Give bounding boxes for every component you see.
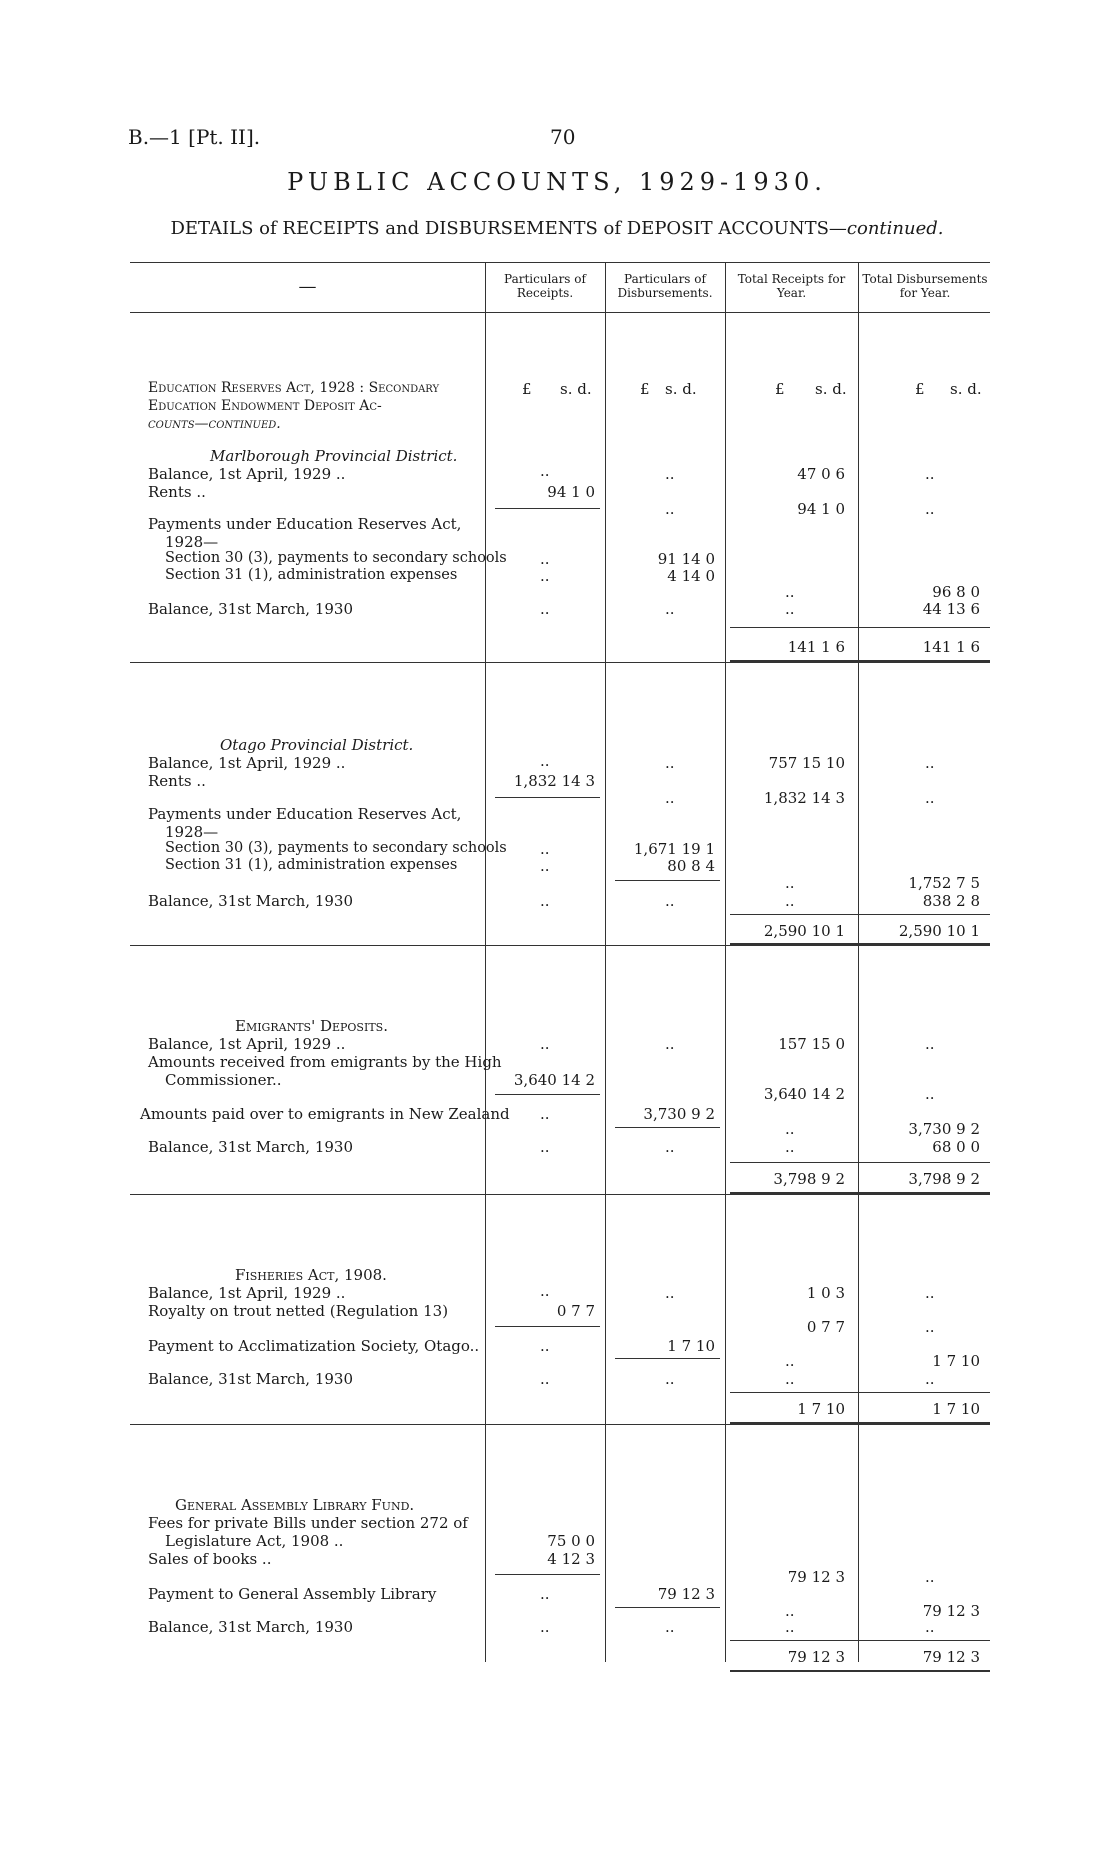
empty-value: .. bbox=[785, 1618, 795, 1636]
sum-total-disbursements: 79 12 3 bbox=[922, 1648, 980, 1666]
row-label-fees-2: Legislature Act, 1908 .. bbox=[165, 1532, 344, 1550]
empty-value: .. bbox=[925, 789, 935, 807]
total-rule bbox=[730, 1670, 990, 1672]
section-title-line: counts—continued. bbox=[148, 416, 281, 432]
district-title: Otago Provincial District. bbox=[220, 736, 414, 754]
empty-value: .. bbox=[540, 1618, 550, 1636]
empty-value: .. bbox=[785, 1370, 795, 1388]
total-receipt-value: 1 0 3 bbox=[806, 1284, 845, 1302]
column-divider bbox=[858, 262, 859, 1662]
section-title: General Assembly Library Fund. bbox=[175, 1496, 415, 1514]
disbursement-value: 91 14 0 bbox=[657, 550, 715, 568]
subtitle-main: DETAILS of RECEIPTS and DISBURSEMENTS of DEPOSIT ACCOUNTS bbox=[170, 218, 829, 239]
empty-value: .. bbox=[925, 1035, 935, 1053]
empty-value: .. bbox=[665, 500, 675, 518]
row-label-balance-open: Balance, 1st April, 1929 .. bbox=[148, 1035, 346, 1053]
section-title-line: Education Endowment Deposit Ac- bbox=[148, 398, 382, 414]
subtotal-rule bbox=[495, 1574, 600, 1575]
empty-value: .. bbox=[540, 550, 550, 568]
empty-value: .. bbox=[665, 1035, 675, 1053]
subtitle-continued: —continued. bbox=[828, 218, 944, 239]
row-label-balance-close: Balance, 31st March, 1930 bbox=[148, 600, 354, 618]
empty-value: .. bbox=[785, 874, 795, 892]
empty-value: .. bbox=[785, 583, 795, 601]
column-divider bbox=[605, 262, 606, 1662]
row-label-balance-open: Balance, 1st April, 1929 .. bbox=[148, 1284, 346, 1302]
total-disbursement-value: 838 2 8 bbox=[922, 892, 980, 910]
empty-value: .. bbox=[785, 1138, 795, 1156]
empty-value: .. bbox=[785, 600, 795, 618]
row-label-section30: Section 30 (3), payments to secondary schools bbox=[165, 550, 507, 566]
row-label-fees: Fees for private Bills under section 272 of bbox=[148, 1514, 468, 1532]
unit-pound: £ bbox=[775, 380, 785, 398]
empty-value: .. bbox=[925, 1618, 935, 1636]
subtotal-rule bbox=[495, 1326, 600, 1327]
empty-value: .. bbox=[540, 1282, 550, 1300]
column-divider bbox=[485, 262, 486, 1662]
empty-value: .. bbox=[665, 892, 675, 910]
sum-total-receipts: 1 7 10 bbox=[797, 1400, 845, 1418]
empty-value: .. bbox=[785, 1602, 795, 1620]
row-label-payments-year: 1928— bbox=[165, 823, 219, 841]
empty-value: .. bbox=[665, 465, 675, 483]
empty-value: .. bbox=[925, 500, 935, 518]
total-receipt-value: 0 7 7 bbox=[806, 1318, 845, 1336]
empty-value: .. bbox=[925, 1370, 935, 1388]
document-reference: B.—1 [Pt. II]. bbox=[128, 125, 261, 149]
receipt-value: 0 7 7 bbox=[556, 1302, 595, 1320]
empty-value: .. bbox=[540, 752, 550, 770]
empty-value: .. bbox=[665, 1138, 675, 1156]
subtotal-rule bbox=[730, 627, 990, 628]
sum-total-receipts: 3,798 9 2 bbox=[773, 1170, 845, 1188]
empty-value: .. bbox=[540, 462, 550, 480]
row-label-section30: Section 30 (3), payments to secondary schools bbox=[165, 840, 507, 856]
sum-total-disbursements: 2,590 10 1 bbox=[898, 922, 980, 940]
section-title-line: Education Reserves Act, 1928 : Secondary bbox=[148, 380, 440, 396]
column-header-total-receipts: Total Receipts for Year. bbox=[737, 272, 846, 300]
subtotal-rule bbox=[730, 1392, 990, 1393]
subtotal-rule bbox=[615, 1607, 720, 1608]
row-label-payments-year: 1928— bbox=[165, 533, 219, 551]
empty-value: .. bbox=[540, 1105, 550, 1123]
row-label-balance-open: Balance, 1st April, 1929 .. bbox=[148, 465, 346, 483]
section-title: Fisheries Act, 1908. bbox=[235, 1266, 387, 1284]
row-label-sales: Sales of books .. bbox=[148, 1550, 272, 1568]
section-rule bbox=[130, 662, 990, 663]
sum-total-disbursements: 3,798 9 2 bbox=[908, 1170, 980, 1188]
row-label-payments: Payments under Education Reserves Act, bbox=[148, 515, 462, 533]
row-label-amounts-received-2: Commissioner.. bbox=[165, 1071, 282, 1089]
receipt-value: 1,832 14 3 bbox=[513, 772, 595, 790]
empty-value: .. bbox=[540, 1035, 550, 1053]
column-header-particulars: — bbox=[298, 276, 317, 297]
empty-value: .. bbox=[540, 1585, 550, 1603]
section-rule bbox=[130, 1424, 990, 1425]
disbursement-value: 4 14 0 bbox=[667, 567, 715, 585]
row-label-royalty: Royalty on trout netted (Regulation 13) bbox=[148, 1302, 449, 1320]
total-disbursement-value: 79 12 3 bbox=[922, 1602, 980, 1620]
total-receipt-value: 757 15 10 bbox=[768, 754, 845, 772]
section-rule bbox=[130, 945, 990, 946]
row-label-amounts-paid: Amounts paid over to emigrants in New Zealand bbox=[140, 1105, 510, 1123]
unit-sd: s. d. bbox=[950, 380, 982, 398]
empty-value: .. bbox=[665, 789, 675, 807]
column-divider bbox=[725, 262, 726, 1662]
section-title: Emigrants' Deposits. bbox=[235, 1017, 388, 1035]
empty-value: .. bbox=[925, 465, 935, 483]
disbursement-value: 79 12 3 bbox=[657, 1585, 715, 1603]
sum-total-disbursements: 1 7 10 bbox=[932, 1400, 980, 1418]
total-disbursement-value: 1 7 10 bbox=[932, 1352, 980, 1370]
row-label-balance-close: Balance, 31st March, 1930 bbox=[148, 1618, 354, 1636]
page-subtitle bbox=[0, 218, 1114, 239]
empty-value: .. bbox=[665, 600, 675, 618]
empty-value: .. bbox=[785, 1120, 795, 1138]
subtotal-rule bbox=[495, 797, 600, 798]
subtotal-rule bbox=[730, 1162, 990, 1163]
empty-value: .. bbox=[665, 1370, 675, 1388]
disbursement-value: 1 7 10 bbox=[667, 1337, 715, 1355]
empty-value: .. bbox=[925, 1568, 935, 1586]
column-header-receipts: Particulars of Receipts. bbox=[504, 272, 586, 300]
disbursement-value: 3,730 9 2 bbox=[643, 1105, 715, 1123]
unit-sd: s. d. bbox=[815, 380, 847, 398]
total-receipt-value: 47 0 6 bbox=[797, 465, 845, 483]
page-number: 70 bbox=[550, 125, 576, 149]
total-receipt-value: 1,832 14 3 bbox=[763, 789, 845, 807]
empty-value: .. bbox=[925, 754, 935, 772]
column-header-total-disbursements: Total Disbursements for Year. bbox=[862, 272, 988, 300]
row-label-amounts-received: Amounts received from emigrants by the High bbox=[148, 1053, 502, 1071]
total-receipt-value: 3,640 14 2 bbox=[763, 1085, 845, 1103]
empty-value: .. bbox=[665, 754, 675, 772]
subtotal-rule bbox=[615, 1127, 720, 1128]
row-label-payments: Payments under Education Reserves Act, bbox=[148, 805, 462, 823]
total-disbursement-value: 1,752 7 5 bbox=[908, 874, 980, 892]
empty-value: .. bbox=[665, 1618, 675, 1636]
row-label-section31: Section 31 (1), administration expenses bbox=[165, 567, 458, 583]
column-header-disbursements: Particulars of Disbursements. bbox=[617, 272, 713, 300]
receipt-value: 3,640 14 2 bbox=[513, 1071, 595, 1089]
unit-sd: s. d. bbox=[560, 380, 592, 398]
total-disbursement-value: 3,730 9 2 bbox=[908, 1120, 980, 1138]
empty-value: .. bbox=[540, 567, 550, 585]
receipt-value: 4 12 3 bbox=[547, 1550, 595, 1568]
receipt-value: 75 0 0 bbox=[547, 1532, 595, 1550]
empty-value: .. bbox=[540, 1370, 550, 1388]
empty-value: .. bbox=[540, 892, 550, 910]
empty-value: .. bbox=[925, 1085, 935, 1103]
empty-value: .. bbox=[540, 1337, 550, 1355]
table-header-rule bbox=[130, 312, 990, 313]
total-disbursement-value: 68 0 0 bbox=[932, 1138, 980, 1156]
empty-value: .. bbox=[925, 1284, 935, 1302]
empty-value: .. bbox=[540, 840, 550, 858]
subtotal-rule bbox=[495, 1094, 600, 1095]
subtotal-rule bbox=[730, 1640, 990, 1641]
sum-total-receipts: 141 1 6 bbox=[787, 638, 845, 656]
total-receipt-value: 157 15 0 bbox=[778, 1035, 845, 1053]
row-label-payment: Payment to Acclimatization Society, Otago.. bbox=[148, 1337, 480, 1355]
section-rule bbox=[130, 1194, 990, 1195]
receipt-value: 94 1 0 bbox=[547, 483, 595, 501]
empty-value: .. bbox=[665, 1284, 675, 1302]
empty-value: .. bbox=[925, 1318, 935, 1336]
empty-value: .. bbox=[785, 892, 795, 910]
unit-pound: £ bbox=[522, 380, 532, 398]
row-label-balance-close: Balance, 31st March, 1930 bbox=[148, 892, 354, 910]
subtotal-rule bbox=[730, 914, 990, 915]
total-disbursement-value: 96 8 0 bbox=[932, 583, 980, 601]
empty-value: .. bbox=[540, 600, 550, 618]
empty-value: .. bbox=[540, 1138, 550, 1156]
empty-value: .. bbox=[785, 1352, 795, 1370]
district-title: Marlborough Provincial District. bbox=[210, 447, 458, 465]
unit-pound: £ bbox=[640, 380, 650, 398]
sum-total-receipts: 2,590 10 1 bbox=[763, 922, 845, 940]
subtotal-rule bbox=[615, 1358, 720, 1359]
row-label-section31: Section 31 (1), administration expenses bbox=[165, 857, 458, 873]
unit-pound: £ bbox=[915, 380, 925, 398]
page-title: PUBLIC ACCOUNTS, 1929-1930. bbox=[287, 168, 827, 196]
row-label-balance-close: Balance, 31st March, 1930 bbox=[148, 1138, 354, 1156]
empty-value: .. bbox=[540, 857, 550, 875]
total-disbursement-value: 44 13 6 bbox=[922, 600, 980, 618]
subtotal-rule bbox=[495, 508, 600, 509]
row-label-balance-close: Balance, 31st March, 1930 bbox=[148, 1370, 354, 1388]
row-label-rents: Rents .. bbox=[148, 483, 206, 501]
subtotal-rule bbox=[615, 880, 720, 881]
row-label-balance-open: Balance, 1st April, 1929 .. bbox=[148, 754, 346, 772]
total-receipt-value: 79 12 3 bbox=[787, 1568, 845, 1586]
sum-total-receipts: 79 12 3 bbox=[787, 1648, 845, 1666]
row-label-rents: Rents .. bbox=[148, 772, 206, 790]
disbursement-value: 1,671 19 1 bbox=[633, 840, 715, 858]
disbursement-value: 80 8 4 bbox=[667, 857, 715, 875]
unit-sd: s. d. bbox=[665, 380, 697, 398]
sum-total-disbursements: 141 1 6 bbox=[922, 638, 980, 656]
row-label-payment: Payment to General Assembly Library bbox=[148, 1585, 437, 1603]
table-top-rule bbox=[130, 262, 990, 263]
total-receipt-value: 94 1 0 bbox=[797, 500, 845, 518]
